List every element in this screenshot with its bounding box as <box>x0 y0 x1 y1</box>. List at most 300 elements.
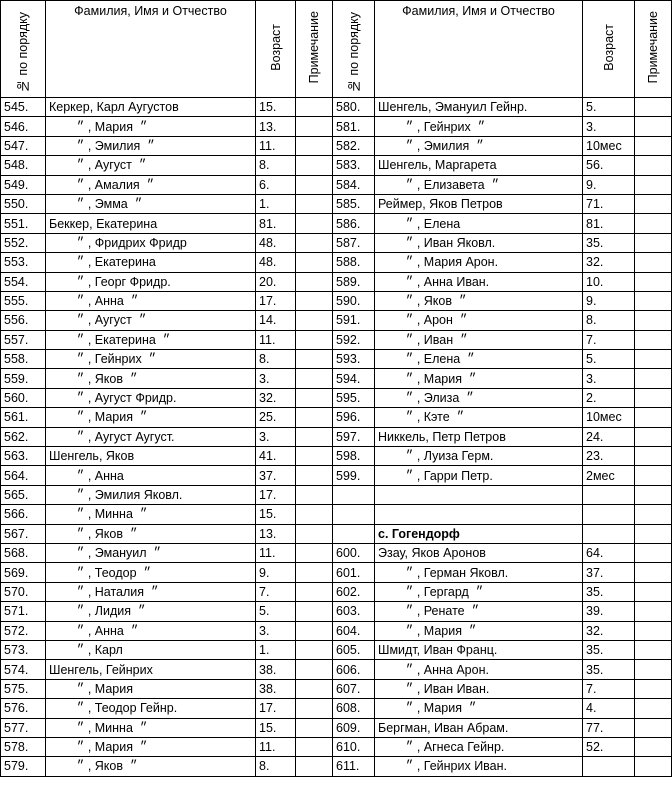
person-name: ״ , Кэте ״ <box>375 408 583 427</box>
person-age: 3. <box>583 117 635 136</box>
person-name: ״ , Анна Арон. <box>375 660 583 679</box>
person-name: ״ , Мария ״ <box>375 699 583 718</box>
table-row <box>1 156 672 175</box>
person-name: Шенгель, Маргарета <box>375 156 583 175</box>
person-name: ״ , Яков ״ <box>46 524 256 543</box>
row-number: 589. <box>333 272 375 291</box>
row-number: 573. <box>1 640 46 659</box>
row-number: 577. <box>1 718 46 737</box>
table-row <box>1 136 672 155</box>
person-name: ״ , Аугуст Фридр. <box>46 388 256 407</box>
person-age: 35. <box>583 660 635 679</box>
person-name: ״ , Гейнрих Иван. <box>375 757 583 776</box>
note-cell <box>296 524 333 543</box>
person-name: ״ , Эмилия ״ <box>375 136 583 155</box>
person-age: 4. <box>583 699 635 718</box>
note-cell <box>296 563 333 582</box>
row-number: 576. <box>1 699 46 718</box>
table-row <box>1 330 672 349</box>
note-cell <box>296 543 333 562</box>
row-number: 582. <box>333 136 375 155</box>
row-number: 564. <box>1 466 46 485</box>
person-name: Керкер, Карл Аугустов <box>46 98 256 117</box>
person-age: 1. <box>256 640 296 659</box>
person-age: 2мес <box>583 466 635 485</box>
table-row <box>1 447 672 466</box>
person-name: ״ , Мария <box>46 679 256 698</box>
person-name: ״ , Яков ״ <box>46 369 256 388</box>
note-cell <box>296 505 333 524</box>
person-age: 10мес <box>583 136 635 155</box>
person-name: ״ , Фридрих Фридр <box>46 233 256 252</box>
row-number: 581. <box>333 117 375 136</box>
person-name: ״ , Елизавета ״ <box>375 175 583 194</box>
person-age: 81. <box>583 214 635 233</box>
note-cell <box>296 466 333 485</box>
note-cell <box>296 98 333 117</box>
person-age: 25. <box>256 408 296 427</box>
note-cell <box>635 369 672 388</box>
row-number: 606. <box>333 660 375 679</box>
row-number: 559. <box>1 369 46 388</box>
person-name: Шенгель, Гейнрих <box>46 660 256 679</box>
note-cell <box>635 311 672 330</box>
person-name: ״ , Наталия ״ <box>46 582 256 601</box>
row-number: 554. <box>1 272 46 291</box>
table-row <box>1 524 672 543</box>
person-age: 8. <box>256 350 296 369</box>
row-number: 579. <box>1 757 46 776</box>
age-header-right: Возраст <box>583 1 635 98</box>
person-name: ״ , Елена <box>375 214 583 233</box>
note-cell <box>296 602 333 621</box>
person-name: ״ , Яков ״ <box>46 757 256 776</box>
person-age: 37. <box>583 563 635 582</box>
person-age <box>583 505 635 524</box>
note-cell <box>635 98 672 117</box>
row-number: 566. <box>1 505 46 524</box>
row-number: 547. <box>1 136 46 155</box>
row-number <box>333 524 375 543</box>
table-row <box>1 485 672 504</box>
person-name: ״ , Иван Яковл. <box>375 233 583 252</box>
person-age: 11. <box>256 543 296 562</box>
person-age: 15. <box>256 98 296 117</box>
person-age <box>583 757 635 776</box>
person-age: 17. <box>256 699 296 718</box>
table-row <box>1 505 672 524</box>
row-number: 551. <box>1 214 46 233</box>
note-cell <box>635 505 672 524</box>
person-age: 10. <box>583 272 635 291</box>
num-header-left: № по порядку <box>1 1 46 98</box>
row-number: 553. <box>1 253 46 272</box>
person-age: 3. <box>256 369 296 388</box>
note-cell <box>296 718 333 737</box>
table-row <box>1 563 672 582</box>
note-cell <box>635 699 672 718</box>
person-name: Реймер, Яков Петров <box>375 194 583 213</box>
person-age: 6. <box>256 175 296 194</box>
row-number: 609. <box>333 718 375 737</box>
note-cell <box>635 582 672 601</box>
row-number: 565. <box>1 485 46 504</box>
row-number: 590. <box>333 291 375 310</box>
note-cell <box>635 156 672 175</box>
note-cell <box>296 156 333 175</box>
person-age: 35. <box>583 640 635 659</box>
person-age: 11. <box>256 136 296 155</box>
person-age: 11. <box>256 330 296 349</box>
row-number: 563. <box>1 447 46 466</box>
table-row <box>1 602 672 621</box>
person-age: 2. <box>583 388 635 407</box>
person-age <box>583 485 635 504</box>
person-name: ״ , Лидия ״ <box>46 602 256 621</box>
note-header-left: Примечание <box>296 1 333 98</box>
note-cell <box>296 253 333 272</box>
row-number: 608. <box>333 699 375 718</box>
person-age: 39. <box>583 602 635 621</box>
person-age: 7. <box>583 679 635 698</box>
person-age: 38. <box>256 660 296 679</box>
note-cell <box>296 408 333 427</box>
row-number: 598. <box>333 447 375 466</box>
row-number: 605. <box>333 640 375 659</box>
note-cell <box>635 718 672 737</box>
person-name: ״ , Мария Арон. <box>375 253 583 272</box>
table-row <box>1 350 672 369</box>
row-number: 545. <box>1 98 46 117</box>
person-name: ״ , Элиза ״ <box>375 388 583 407</box>
note-cell <box>635 408 672 427</box>
person-age: 9. <box>583 175 635 194</box>
note-cell <box>635 350 672 369</box>
row-number: 550. <box>1 194 46 213</box>
person-age: 52. <box>583 737 635 756</box>
row-number: 560. <box>1 388 46 407</box>
row-number: 603. <box>333 602 375 621</box>
note-cell <box>635 233 672 252</box>
row-number: 570. <box>1 582 46 601</box>
person-age: 8. <box>583 311 635 330</box>
note-cell <box>635 543 672 562</box>
row-number: 549. <box>1 175 46 194</box>
name-header-left: Фамилия, Имя и Отчество <box>46 1 256 98</box>
row-number: 585. <box>333 194 375 213</box>
person-name: ״ , Арон ״ <box>375 311 583 330</box>
note-cell <box>296 621 333 640</box>
person-age: 5. <box>256 602 296 621</box>
person-name: ״ , Анна <box>46 466 256 485</box>
table-row <box>1 543 672 562</box>
person-name: ״ , Эмилия Яковл. <box>46 485 256 504</box>
row-number: 555. <box>1 291 46 310</box>
row-number: 602. <box>333 582 375 601</box>
note-cell <box>635 621 672 640</box>
name-header-right: Фамилия, Имя и Отчество <box>375 1 583 98</box>
note-cell <box>296 699 333 718</box>
person-age: 9. <box>583 291 635 310</box>
person-name: Никкель, Петр Петров <box>375 427 583 446</box>
person-name: ״ , Екатерина ״ <box>46 330 256 349</box>
table-row <box>1 679 672 698</box>
row-number: 580. <box>333 98 375 117</box>
num-header-right: № по порядку <box>333 1 375 98</box>
person-age: 48. <box>256 253 296 272</box>
row-number: 569. <box>1 563 46 582</box>
person-age: 9. <box>256 563 296 582</box>
person-age: 14. <box>256 311 296 330</box>
note-cell <box>635 388 672 407</box>
note-cell <box>635 563 672 582</box>
note-cell <box>635 660 672 679</box>
person-name: ״ , Елена ״ <box>375 350 583 369</box>
age-header-left: Возраст <box>256 1 296 98</box>
note-cell <box>296 757 333 776</box>
row-number: 548. <box>1 156 46 175</box>
row-number: 568. <box>1 543 46 562</box>
table-row <box>1 582 672 601</box>
row-number: 571. <box>1 602 46 621</box>
person-name: ״ , Эмануил ״ <box>46 543 256 562</box>
person-age: 71. <box>583 194 635 213</box>
row-number: 567. <box>1 524 46 543</box>
row-number: 552. <box>1 233 46 252</box>
note-cell <box>635 427 672 446</box>
person-name: ״ , Луиза Герм. <box>375 447 583 466</box>
person-age: 56. <box>583 156 635 175</box>
person-name: ״ , Теодор Гейнр. <box>46 699 256 718</box>
table-row <box>1 427 672 446</box>
person-name: Шенгель, Яков <box>46 447 256 466</box>
note-cell <box>296 485 333 504</box>
person-age: 7. <box>256 582 296 601</box>
row-number: 592. <box>333 330 375 349</box>
person-name: ״ , Яков ״ <box>375 291 583 310</box>
note-header-right: Примечание <box>635 1 672 98</box>
row-number: 600. <box>333 543 375 562</box>
note-cell <box>635 136 672 155</box>
row-number: 593. <box>333 350 375 369</box>
person-name: ״ , Минна ״ <box>46 718 256 737</box>
person-age: 8. <box>256 757 296 776</box>
person-age: 32. <box>583 253 635 272</box>
person-age: 23. <box>583 447 635 466</box>
person-age: 1. <box>256 194 296 213</box>
person-name: ״ , Анна ״ <box>46 291 256 310</box>
table-row <box>1 233 672 252</box>
table-row <box>1 660 672 679</box>
person-age: 17. <box>256 291 296 310</box>
person-age: 37. <box>256 466 296 485</box>
row-number: 604. <box>333 621 375 640</box>
table-row <box>1 757 672 776</box>
table-row <box>1 699 672 718</box>
person-age: 48. <box>256 233 296 252</box>
note-cell <box>296 582 333 601</box>
note-cell <box>635 272 672 291</box>
person-age: 10мес <box>583 408 635 427</box>
person-age: 77. <box>583 718 635 737</box>
row-number: 607. <box>333 679 375 698</box>
note-cell <box>635 679 672 698</box>
note-cell <box>296 737 333 756</box>
note-cell <box>296 640 333 659</box>
row-number: 610. <box>333 737 375 756</box>
person-name: Шенгель, Эмануил Гейнр. <box>375 98 583 117</box>
table-row <box>1 214 672 233</box>
row-number: 562. <box>1 427 46 446</box>
row-number: 558. <box>1 350 46 369</box>
person-name: ״ , Амалия ״ <box>46 175 256 194</box>
row-number: 561. <box>1 408 46 427</box>
person-name: ״ , Теодор ״ <box>46 563 256 582</box>
person-name: ״ , Ренате ״ <box>375 602 583 621</box>
note-cell <box>296 427 333 446</box>
row-number: 586. <box>333 214 375 233</box>
person-age: 5. <box>583 350 635 369</box>
person-name: ״ , Георг Фридр. <box>46 272 256 291</box>
row-number: 587. <box>333 233 375 252</box>
person-name: ״ , Анна Иван. <box>375 272 583 291</box>
row-number: 557. <box>1 330 46 349</box>
row-number: 597. <box>333 427 375 446</box>
note-cell <box>296 447 333 466</box>
person-age: 35. <box>583 233 635 252</box>
note-cell <box>296 117 333 136</box>
row-number: 588. <box>333 253 375 272</box>
row-number: 611. <box>333 757 375 776</box>
note-cell <box>296 311 333 330</box>
person-age: 64. <box>583 543 635 562</box>
note-cell <box>635 757 672 776</box>
note-cell <box>296 136 333 155</box>
note-cell <box>296 660 333 679</box>
person-name: ״ , Карл <box>46 640 256 659</box>
person-name: ״ , Гейнрих ״ <box>46 350 256 369</box>
row-number: 556. <box>1 311 46 330</box>
row-number: 583. <box>333 156 375 175</box>
person-name: ״ , Анна ״ <box>46 621 256 640</box>
person-name: Эзау, Яков Аронов <box>375 543 583 562</box>
person-name: ״ , Эмилия ״ <box>46 136 256 155</box>
person-name: ״ , Минна ״ <box>46 505 256 524</box>
person-name: ״ , Мария ״ <box>375 369 583 388</box>
person-name: ״ , Агнеса Гейнр. <box>375 737 583 756</box>
table-row <box>1 272 672 291</box>
note-cell <box>296 233 333 252</box>
table-row <box>1 621 672 640</box>
row-number: 574. <box>1 660 46 679</box>
header-row <box>1 1 672 98</box>
table-row <box>1 640 672 659</box>
person-name: ״ , Екатерина <box>46 253 256 272</box>
person-age: 3. <box>256 621 296 640</box>
person-name: ״ , Мария ״ <box>46 408 256 427</box>
row-number: 578. <box>1 737 46 756</box>
person-age: 41. <box>256 447 296 466</box>
row-number: 584. <box>333 175 375 194</box>
person-age: 32. <box>583 621 635 640</box>
note-cell <box>296 388 333 407</box>
row-number: 575. <box>1 679 46 698</box>
person-name: Бергман, Иван Абрам. <box>375 718 583 737</box>
person-age: 32. <box>256 388 296 407</box>
person-age: 8. <box>256 156 296 175</box>
note-cell <box>635 214 672 233</box>
person-age: 3. <box>583 369 635 388</box>
person-age: 13. <box>256 524 296 543</box>
person-name: с. Гогендорф <box>375 524 583 543</box>
note-cell <box>635 485 672 504</box>
row-number: 599. <box>333 466 375 485</box>
table-row <box>1 253 672 272</box>
note-cell <box>296 679 333 698</box>
person-name: ״ , Мария ״ <box>46 737 256 756</box>
person-age: 3. <box>256 427 296 446</box>
person-name: ״ , Иван Иван. <box>375 679 583 698</box>
person-name: ״ , Мария ״ <box>375 621 583 640</box>
note-cell <box>635 447 672 466</box>
note-cell <box>635 640 672 659</box>
row-number <box>333 505 375 524</box>
table-row <box>1 369 672 388</box>
person-name <box>375 505 583 524</box>
note-cell <box>296 175 333 194</box>
person-name: ״ , Аугуст Аугуст. <box>46 427 256 446</box>
person-age: 17. <box>256 485 296 504</box>
note-cell <box>635 253 672 272</box>
note-cell <box>296 194 333 213</box>
note-cell <box>635 117 672 136</box>
person-name: ״ , Герман Яковл. <box>375 563 583 582</box>
person-age: 5. <box>583 98 635 117</box>
table-row <box>1 311 672 330</box>
person-age: 38. <box>256 679 296 698</box>
person-age: 13. <box>256 117 296 136</box>
note-cell <box>635 737 672 756</box>
note-cell <box>635 175 672 194</box>
table-row <box>1 718 672 737</box>
table-row <box>1 291 672 310</box>
note-cell <box>635 194 672 213</box>
note-cell <box>635 466 672 485</box>
note-cell <box>296 214 333 233</box>
person-name: ״ , Гергард ״ <box>375 582 583 601</box>
person-age <box>583 524 635 543</box>
person-name: ״ , Аугуст ״ <box>46 156 256 175</box>
note-cell <box>635 524 672 543</box>
table-row <box>1 175 672 194</box>
person-age: 35. <box>583 582 635 601</box>
row-number <box>333 485 375 504</box>
row-number: 546. <box>1 117 46 136</box>
note-cell <box>296 291 333 310</box>
person-name: ״ , Аугуст ״ <box>46 311 256 330</box>
person-age: 7. <box>583 330 635 349</box>
person-name: ״ , Мария ״ <box>46 117 256 136</box>
person-name: ״ , Гарри Петр. <box>375 466 583 485</box>
person-age: 15. <box>256 505 296 524</box>
table-row <box>1 388 672 407</box>
person-age: 20. <box>256 272 296 291</box>
note-cell <box>296 330 333 349</box>
table-row <box>1 466 672 485</box>
row-number: 601. <box>333 563 375 582</box>
person-age: 15. <box>256 718 296 737</box>
person-name: ״ , Иван ״ <box>375 330 583 349</box>
